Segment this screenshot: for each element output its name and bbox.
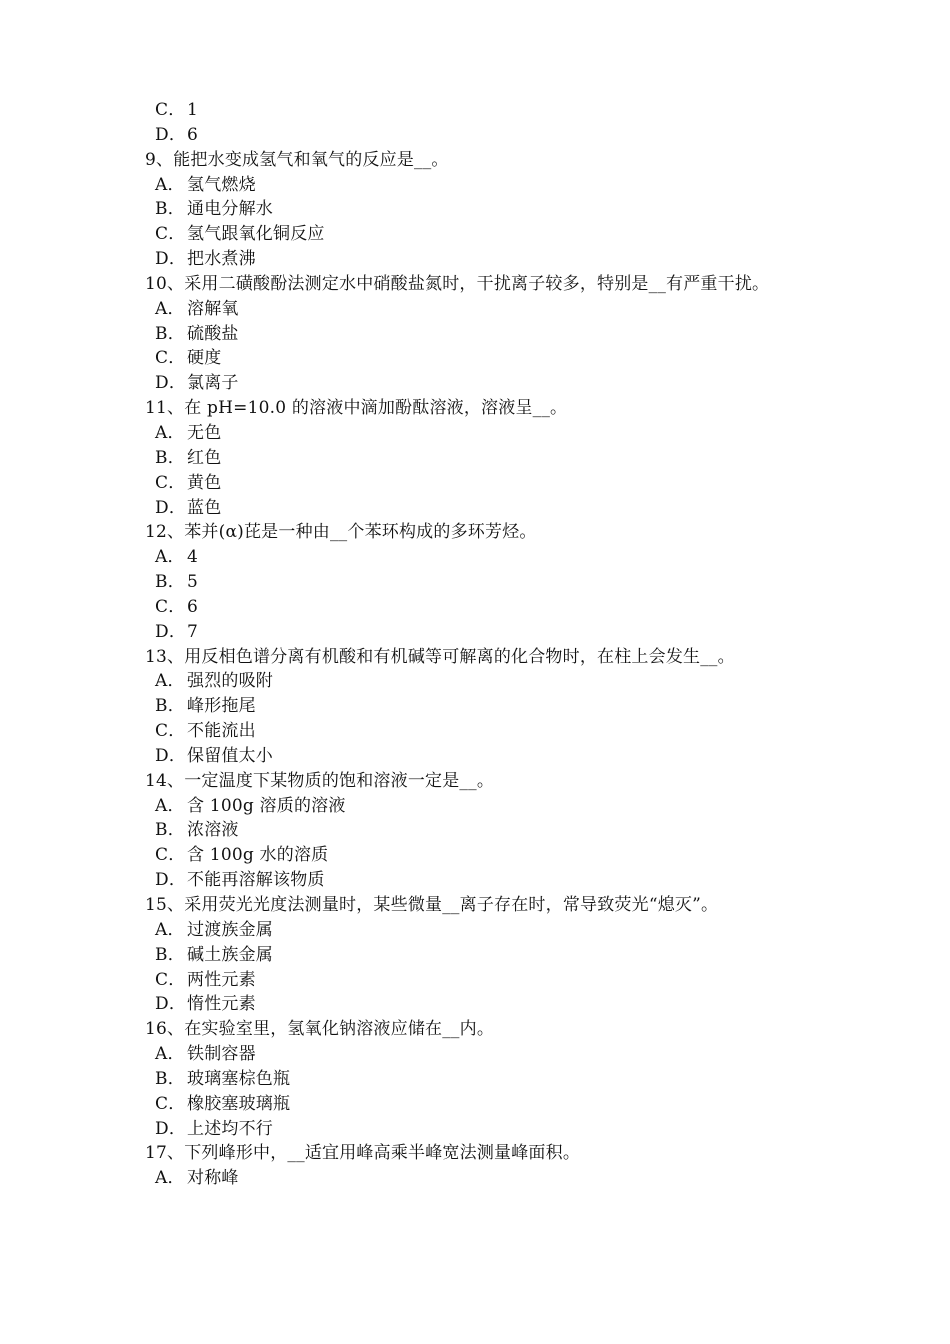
- answer-option: [145, 471, 815, 496]
- option-text: 对称峰: [187, 1168, 239, 1189]
- option-letter: A．: [155, 547, 185, 568]
- answer-option: [145, 620, 815, 645]
- option-text: 6: [187, 124, 199, 145]
- answer-option: [145, 1166, 815, 1191]
- option-letter: B．: [155, 199, 185, 220]
- option-text: 强烈的吸附: [187, 671, 273, 692]
- option-text: 峰形拖尾: [187, 696, 256, 717]
- answer-option: [145, 570, 815, 595]
- answer-option: [145, 197, 815, 222]
- option-text: 惰性元素: [187, 994, 256, 1015]
- option-letter: B．: [155, 820, 185, 841]
- question-stem: 9、能把水变成氢气和氧气的反应是__。: [145, 149, 449, 170]
- answer-option: [145, 247, 815, 272]
- option-text: 7: [187, 621, 199, 642]
- answer-option: [145, 346, 815, 371]
- answer-option: [145, 545, 815, 570]
- option-text: 含 100g 溶质的溶液: [187, 795, 346, 816]
- answer-option: [145, 868, 815, 893]
- option-letter: A．: [155, 919, 185, 940]
- question-stem: 11、在 pH=10.0 的溶液中滴加酚酞溶液，溶液呈__。: [145, 398, 568, 419]
- option-letter: A．: [155, 1168, 185, 1189]
- answer-option: [145, 744, 815, 769]
- option-letter: A．: [155, 1044, 185, 1065]
- option-letter: C．: [155, 845, 186, 866]
- option-letter: D．: [155, 870, 187, 891]
- question-stem: 10、采用二磺酸酚法测定水中硝酸盐氮时，干扰离子较多，特别是__有严重干扰。: [145, 273, 770, 294]
- option-letter: A．: [155, 422, 185, 443]
- option-text: 不能再溶解该物质: [187, 870, 325, 891]
- option-text: 通电分解水: [187, 199, 273, 220]
- option-text: 含 100g 水的溶质: [187, 845, 329, 866]
- answer-option: [145, 719, 815, 744]
- option-letter: D．: [155, 745, 187, 766]
- option-letter: D．: [155, 373, 187, 394]
- option-text: 氢气跟氧化铜反应: [187, 224, 325, 245]
- option-text: 硬度: [187, 348, 222, 369]
- option-letter: C．: [155, 1093, 186, 1114]
- option-text: 5: [187, 572, 199, 593]
- answer-option: [145, 595, 815, 620]
- question-stem: 15、采用荧光光度法测量时，某些微量__离子存在时，常导致荧光“熄灭”。: [145, 895, 719, 915]
- answer-option: [145, 669, 815, 694]
- question-stem: 17、下列峰形中，__适宜用峰高乘半峰宽法测量峰面积。: [145, 1143, 581, 1164]
- question-stem: 14、一定温度下某物质的饱和溶液一定是__。: [145, 770, 495, 791]
- option-letter: D．: [155, 497, 187, 518]
- option-text: 不能流出: [187, 721, 256, 742]
- option-letter: D．: [155, 994, 187, 1015]
- option-letter: D．: [155, 1118, 187, 1139]
- option-letter: B．: [155, 944, 185, 965]
- option-letter: A．: [155, 671, 185, 692]
- option-text: 碱土族金属: [187, 944, 273, 965]
- option-letter: A．: [155, 174, 185, 195]
- answer-option: [145, 794, 815, 819]
- option-text: 浓溶液: [187, 820, 239, 841]
- option-letter: C．: [155, 721, 186, 742]
- option-text: 氯离子: [187, 373, 239, 394]
- option-text: 铁制容器: [187, 1044, 256, 1065]
- option-text: 黄色: [187, 472, 222, 493]
- option-letter: B．: [155, 1068, 185, 1089]
- option-letter: C．: [155, 472, 186, 493]
- option-text: 4: [187, 547, 199, 568]
- answer-option: [145, 421, 815, 446]
- option-text: 无色: [187, 422, 222, 443]
- option-letter: C．: [155, 224, 186, 245]
- option-letter: C．: [155, 969, 186, 990]
- option-text: 把水煮沸: [187, 249, 256, 270]
- option-text: 红色: [187, 447, 222, 468]
- option-text: 橡胶塞玻璃瓶: [187, 1093, 291, 1114]
- answer-option: [145, 496, 815, 521]
- option-letter: B．: [155, 572, 185, 593]
- answer-option: [145, 694, 815, 719]
- answer-option: [145, 173, 815, 198]
- option-letter: B．: [155, 696, 185, 717]
- answer-option: [145, 222, 815, 247]
- option-letter: C．: [155, 100, 186, 120]
- answer-option: [145, 1117, 815, 1142]
- option-letter: B．: [155, 447, 185, 468]
- option-letter: A．: [155, 298, 185, 319]
- question-stem: 16、在实验室里，氢氧化钠溶液应储在__内。: [145, 1019, 495, 1040]
- option-text: 氢气燃烧: [187, 174, 256, 195]
- question-stem: 13、用反相色谱分离有机酸和有机碱等可解离的化合物时，在柱上会发生__。: [145, 646, 735, 667]
- answer-option: [145, 446, 815, 471]
- answer-option: [145, 1042, 815, 1067]
- option-text: 蓝色: [187, 497, 222, 518]
- option-text: 两性元素: [187, 969, 256, 990]
- option-letter: D．: [155, 621, 187, 642]
- answer-option: [145, 918, 815, 943]
- option-letter: B．: [155, 323, 185, 344]
- option-text: 硫酸盐: [187, 323, 239, 344]
- option-text: 上述均不行: [187, 1118, 273, 1139]
- option-text: 6: [187, 596, 199, 617]
- question-list: [145, 98, 815, 1191]
- option-text: 1: [187, 100, 199, 120]
- question-stem: 12、苯并(α)芘是一种由__个苯环构成的多环芳烃。: [145, 522, 537, 543]
- answer-option: [145, 992, 815, 1017]
- answer-option: [145, 843, 815, 868]
- option-text: 过渡族金属: [187, 919, 273, 940]
- answer-option: [145, 943, 815, 968]
- answer-option: [145, 968, 815, 993]
- answer-option: [145, 98, 815, 123]
- option-letter: C．: [155, 348, 186, 369]
- answer-option: [145, 123, 815, 148]
- answer-option: [145, 371, 815, 396]
- answer-option: [145, 1067, 815, 1092]
- option-text: 保留值太小: [187, 745, 273, 766]
- answer-option: [145, 818, 815, 843]
- option-letter: A．: [155, 795, 185, 816]
- option-letter: D．: [155, 249, 187, 270]
- option-letter: C．: [155, 596, 186, 617]
- option-text: 玻璃塞棕色瓶: [187, 1068, 291, 1089]
- answer-option: [145, 322, 815, 347]
- option-letter: D．: [155, 124, 187, 145]
- answer-option: [145, 297, 815, 322]
- answer-option: [145, 1092, 815, 1117]
- option-text: 溶解氧: [187, 298, 239, 319]
